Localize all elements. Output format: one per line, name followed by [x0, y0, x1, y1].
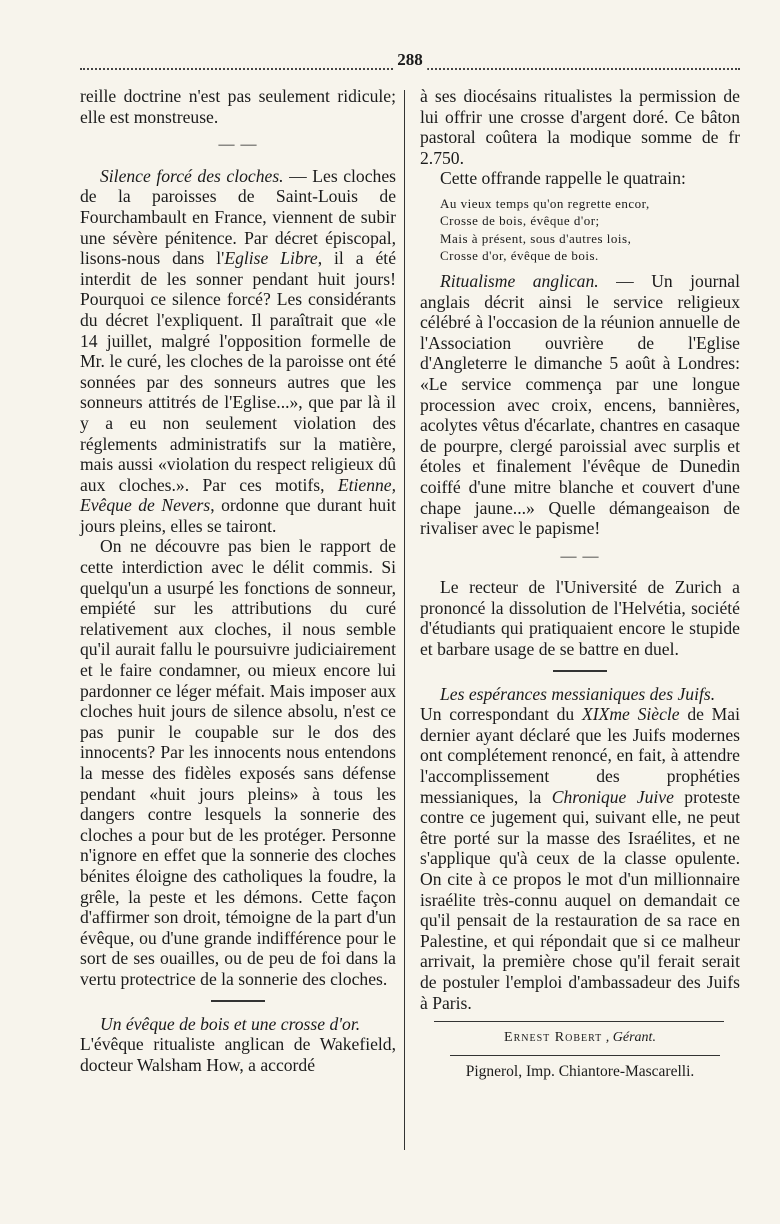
article-eveque-bois — [80, 1014, 396, 1035]
article-text — [420, 704, 740, 1013]
article-esperances — [420, 684, 740, 705]
poem-line: Crosse de bois, évêque d'or; — [440, 213, 600, 229]
signature-name: Ernest Robert — [504, 1030, 603, 1046]
article-ritualisme — [420, 271, 740, 539]
page-number: 288 — [393, 50, 427, 70]
signature — [420, 1028, 740, 1049]
section-separator: — — — [218, 136, 258, 154]
paragraph-continuation: reille doctrine n'est pas seulement ridicule; elle est monstreuse. — [80, 86, 396, 127]
right-column — [420, 86, 740, 1082]
article-title: Les espérances messianiques des Juifs. — [440, 683, 716, 704]
page-header — [80, 48, 740, 78]
poem-line: Crosse d'or, évêque de bois. — [440, 248, 599, 264]
section-separator — [553, 670, 607, 672]
quatrain — [420, 195, 740, 265]
article-text: , il a été interdit de les sonner pendant huit jours! Pourquoi ce silence forcé? Les considérants du décret l'expliquent. Il paraîtrait que «le 14 juillet, malgré l'opposition formelle de Mr. le curé, les cloches de la paroisse ont été sonnées par des sonneurs autres que les sonneurs attitrés de l'Eglise...», que par là il y a eu non seulement violation des réglements administratifs sur la matière, mais aussi «violation du respect religieux dû aux cloches.». Par ces motifs, — [80, 248, 396, 495]
article-text: L'évêque ritualiste anglican de Wakefield, docteur Walsham How, a accordé — [80, 1034, 396, 1075]
article-text: , ordonne que durant huit jours pleins, elles se tairont. — [80, 495, 396, 536]
poem-line: Au vieux temps qu'on regrette encor, — [440, 195, 650, 211]
article-paragraph: Cette offrande rappelle le quatrain: — [440, 168, 686, 189]
column-divider — [404, 90, 405, 1150]
bishop-name: Etienne, Evêque de Nevers — [80, 474, 396, 516]
article-title: Un évêque de bois et une crosse d'or. — [100, 1013, 361, 1034]
rule — [434, 1021, 724, 1022]
article-text: Un correspondant du — [420, 704, 582, 725]
article-paragraph: à ses diocésains ritualistes la permission de lui offrir une crosse d'argent doré. Ce bâton pastoral coûtera la modique somme de fr 2.750. — [420, 86, 740, 168]
section-separator: — — — [560, 547, 600, 565]
left-column — [80, 86, 396, 1075]
article-title: Silence forcé des cloches. — [100, 165, 284, 186]
article-silence-cloches — [80, 166, 396, 537]
newspaper-name: Chronique Juive — [551, 786, 674, 807]
article-text: — Un journal anglais décrit ainsi le service religieux célébré à l'occasion de la réunion annuelle de l'Association ouvrière de l'Eglise d'Angleterre le dimanche 5 août à Londres: «Le service commença par une longue procession avec croix, encens, bannières, acolytes vêtus d'écarlate, chantres en casaque de pourpre, clergé paroissial avec surplis et étoles et finalement l'évêque de Dunedin coiffé d'une mitre blanche et couvert d'une chape jaune...» Quelle démangeaison de rivaliser avec le papisme! — [420, 270, 740, 539]
printer-imprint: Pignerol, Imp. Chiantore-Mascarelli. — [465, 1062, 695, 1080]
article-text: de Mai dernier ayant déclaré que les Juifs modernes ont complétement renoncé, en fait, à attendre l'accomplissement des prophéties messianiques, la — [420, 704, 740, 807]
newspaper-name: XIXme Siècle — [581, 704, 680, 725]
article-text: — Les cloches de la paroisses de Saint-Louis de Fourchambault en France, viennent de subir une sévère pénitence. Par décret épiscopal, lisons-nous dans l' — [80, 165, 396, 269]
poem-line: Mais à présent, sous d'autres lois, — [440, 230, 632, 246]
section-separator — [211, 1000, 265, 1002]
signature-role: , Gérant. — [605, 1030, 656, 1046]
article-paragraph: On ne découvre pas bien le rapport de cette interdiction avec le délit commis. Si quelqu'un a usurpé les fonctions de sonneur, empiété sur les attributions du curé relativement aux cloches, il nous semble qu'il aurait fallu le poursuivre judiciairement et le faire condamner, ou mieux encore lui pardonner ce léger méfait. Mais imposer aux cloches huit jours de silence absolu, n'est ce pas punir le coupable sur le dos des innocents? Par les innocents nous entendons la messe des fidèles exposés sans défense pendant «huit jours pleins» à tous les dangers contre lesquels la sonnerie des cloches a pour but de les protéger. Personne n'ignore en effet que la sonnerie des cloches bénites éloigne des catholiques la foudre, la grêle, la peste et les démons. Cette façon d'affirmer son droit, témoigne de la part d'un évêque, ou d'une grande indifférence pour le sort de ses ouailles, ou de peu de foi dans la vertu protectrice de la sonnerie des cloches. — [80, 536, 396, 989]
rule — [450, 1055, 720, 1056]
publication-name: Eglise Libre — [224, 248, 318, 269]
article-text: proteste contre ce jugement qui, suivant elle, ne peut être porté sur la masse des Israélites, et ne s'applique qu'à ceux de la classe opulente. On cite à ce propos le mot d'un millionnaire israélite très-connu auquel on demandait ce qu'il pensait de la restauration de sa race en Palestine, et qui répondait que si ce malheur arrivait, la première chose qu'il ferait serait de postuler l'emploi d'ambassadeur des Juifs à Paris. — [420, 786, 740, 1013]
article-paragraph: Le recteur de l'Université de Zurich a prononcé la dissolution de l'Helvétia, société d'étudiants qui pratiquaient encore le stupide et barbare usage de se battre en duel. — [420, 577, 740, 660]
article-title: Ritualisme anglican. — [440, 270, 599, 291]
